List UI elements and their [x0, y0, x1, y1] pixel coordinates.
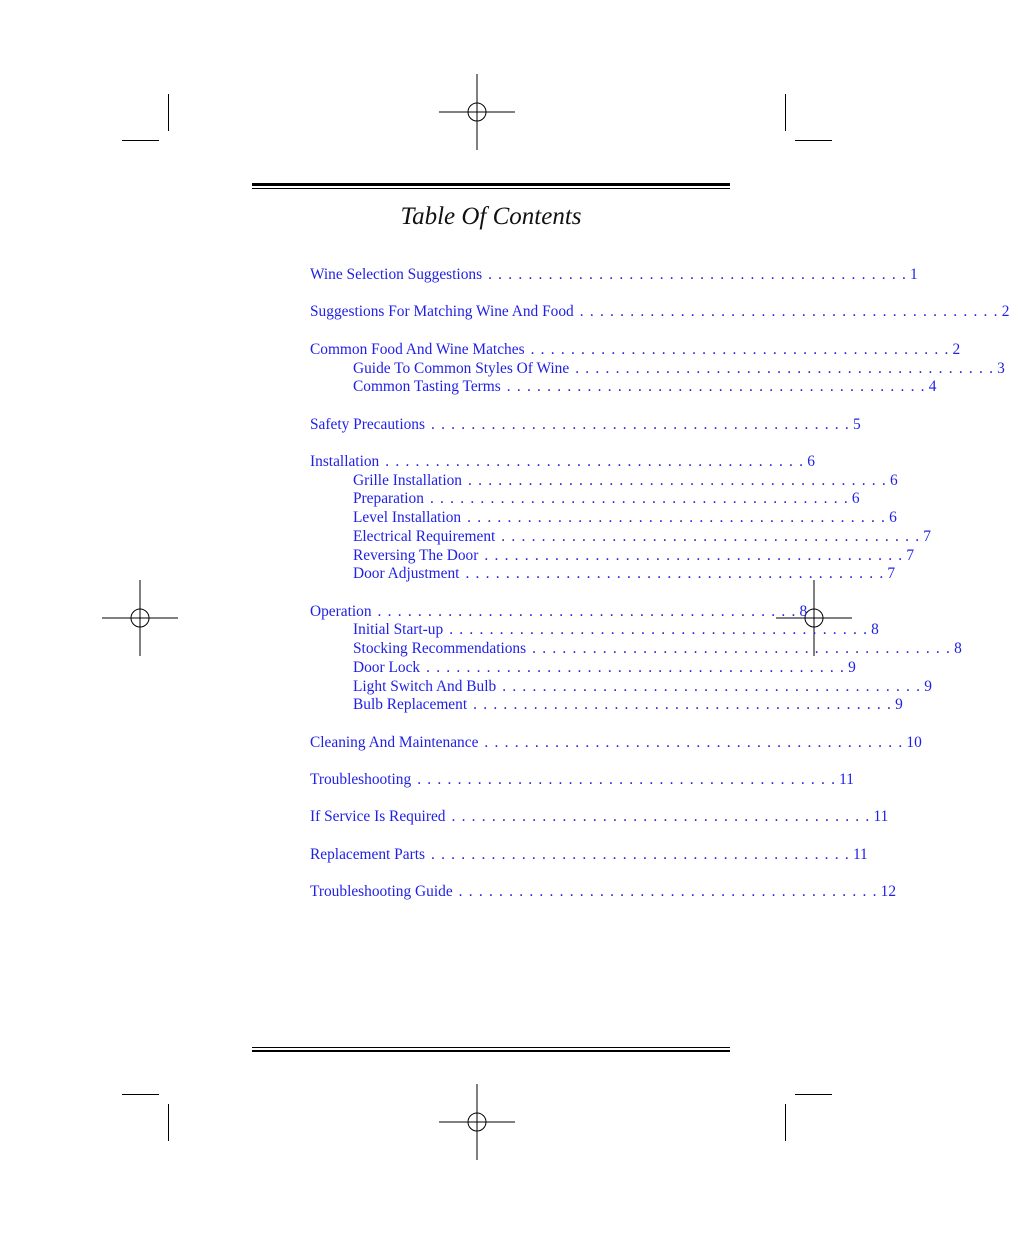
toc-entry-label: Initial Start-up	[353, 621, 444, 638]
toc-entry-label: Bulb Replacement	[353, 696, 468, 713]
toc-entry-page: 6	[889, 472, 898, 489]
toc-entry-installation[interactable]	[310, 453, 815, 473]
crop-mark-tl-vertical	[168, 94, 169, 131]
crop-mark-tr-horizontal	[795, 140, 832, 141]
crop-mark-bl-vertical	[168, 1104, 169, 1141]
toc-entry-label: If Service Is Required	[310, 808, 446, 825]
toc-entry-label: Electrical Requirement	[353, 528, 496, 545]
toc-entry-label: Installation	[310, 453, 380, 470]
leader-dots: . . . . . . . . . . . . . . . . . . . . . . . . . . . . . . . . . . . . . . . . . .	[449, 621, 869, 638]
toc-entry-operation[interactable]	[310, 603, 808, 623]
footer-rule-thick	[252, 1050, 730, 1052]
header-rule-thin	[252, 188, 730, 189]
toc-entry-page: 6	[889, 509, 897, 526]
leader-dots: . . . . . . . . . . . . . . . . . . . . . . . . . . . . . . . . . . . . . . . . . .	[465, 565, 885, 582]
toc-entry-page: 11	[852, 846, 868, 863]
toc-entry-preparation[interactable]	[353, 490, 860, 510]
leader-dots: . . . . . . . . . . . . . . . . . . . . . . . . . . . . . . . . . . . . . . . . . .	[377, 603, 797, 620]
registration-target-top-icon	[439, 74, 515, 150]
toc-entry-label: Grille Installation	[353, 472, 462, 489]
toc-entry-label: Preparation	[353, 490, 424, 507]
crop-mark-tl-horizontal	[122, 140, 159, 141]
toc-entry-bulb-replacement[interactable]	[353, 696, 903, 716]
toc-entry-page: 7	[906, 547, 915, 564]
toc-entry-page: 11	[873, 808, 889, 825]
header-rule-thick	[252, 183, 730, 186]
toc-entry-page: 8	[799, 603, 808, 620]
leader-dots: . . . . . . . . . . . . . . . . . . . . . . . . . . . . . . . . . . . . . . . . . .	[430, 416, 850, 433]
leader-dots: . . . . . . . . . . . . . . . . . . . . . . . . . . . . . . . . . . . . . . . . . .	[473, 696, 893, 713]
leader-dots: . . . . . . . . . . . . . . . . . . . . . . . . . . . . . . . . . . . . . . . . . .	[417, 771, 837, 788]
toc-entry-label: Reversing The Door	[353, 547, 479, 564]
leader-dots: . . . . . . . . . . . . . . . . . . . . . . . . . . . . . . . . . . . . . . . . . .	[430, 846, 850, 863]
toc-entry-label: Stocking Recommendations	[353, 640, 527, 657]
toc-entry-page: 6	[851, 490, 860, 507]
leader-dots: . . . . . . . . . . . . . . . . . . . . . . . . . . . . . . . . . . . . . . . . . .	[575, 360, 995, 377]
toc-entry-page: 4	[928, 378, 937, 395]
leader-dots: . . . . . . . . . . . . . . . . . . . . . . . . . . . . . . . . . . . . . . . . . .	[502, 678, 922, 695]
leader-dots: . . . . . . . . . . . . . . . . . . . . . . . . . . . . . . . . . . . . . . . . . .	[458, 883, 878, 900]
toc-entry-label: Door Adjustment	[353, 565, 460, 582]
toc-entry-tasting-terms[interactable]	[353, 378, 937, 398]
leader-dots: . . . . . . . . . . . . . . . . . . . . . . . . . . . . . . . . . . . . . . . . . .	[506, 378, 926, 395]
toc-entry-page: 8	[871, 621, 879, 638]
toc-entry-label: Replacement Parts	[310, 846, 425, 863]
toc-entry-label: Operation	[310, 603, 372, 620]
toc-entry-page: 3	[997, 360, 1005, 377]
toc-entry-styles-of-wine[interactable]	[353, 360, 1005, 380]
toc-entry-page: 7	[887, 565, 896, 582]
toc-entry-label: Troubleshooting Guide	[310, 883, 453, 900]
toc-entry-page: 2	[952, 341, 961, 358]
toc-entry-page: 8	[954, 640, 962, 657]
toc-entry-page: 12	[880, 883, 897, 900]
toc-entry-label: Level Installation	[353, 509, 462, 526]
crop-mark-br-horizontal	[795, 1094, 832, 1095]
toc-entry-reversing-door[interactable]	[353, 547, 915, 567]
toc-entry-level-installation[interactable]	[353, 509, 897, 529]
toc-entry-grille-installation[interactable]	[353, 472, 898, 492]
toc-entry-service-required[interactable]	[310, 808, 889, 828]
leader-dots: . . . . . . . . . . . . . . . . . . . . . . . . . . . . . . . . . . . . . . . . . .	[501, 528, 921, 545]
footer-rule-thin	[252, 1047, 730, 1048]
toc-entry-page: 9	[924, 678, 932, 695]
leader-dots: . . . . . . . . . . . . . . . . . . . . . . . . . . . . . . . . . . . . . . . . . .	[385, 453, 805, 470]
leader-dots: . . . . . . . . . . . . . . . . . . . . . . . . . . . . . . . . . . . . . . . . . .	[532, 640, 952, 657]
crop-mark-tr-vertical	[785, 94, 786, 131]
toc-entry-replacement-parts[interactable]	[310, 846, 868, 866]
leader-dots: . . . . . . . . . . . . . . . . . . . . . . . . . . . . . . . . . . . . . . . . . .	[467, 509, 887, 526]
toc-entry-stocking-recommendations[interactable]	[353, 640, 962, 660]
toc-entry-matching-wine-food[interactable]	[310, 303, 1009, 323]
toc-entry-page: 11	[839, 771, 854, 788]
toc-entry-page: 10	[906, 734, 922, 751]
leader-dots: . . . . . . . . . . . . . . . . . . . . . . . . . . . . . . . . . . . . . . . . . .	[579, 303, 999, 320]
leader-dots: . . . . . . . . . . . . . . . . . . . . . . . . . . . . . . . . . . . . . . . . . .	[451, 808, 871, 825]
toc-entry-page: 9	[848, 659, 856, 676]
registration-target-left-icon	[102, 580, 178, 656]
toc-entry-page: 2	[1001, 303, 1009, 320]
toc-entry-cleaning-maintenance[interactable]	[310, 734, 922, 754]
toc-entry-electrical-requirement[interactable]	[353, 528, 931, 548]
toc-entry-label: Common Tasting Terms	[353, 378, 501, 395]
crop-mark-br-vertical	[785, 1104, 786, 1141]
page-title: Table Of Contents	[400, 203, 582, 230]
toc-entry-label: Troubleshooting	[310, 771, 412, 788]
toc-entry-door-adjustment[interactable]	[353, 565, 896, 585]
toc-entry-label: Cleaning And Maintenance	[310, 734, 479, 751]
toc-entry-safety-precautions[interactable]	[310, 416, 861, 436]
toc-entry-troubleshooting-guide[interactable]	[310, 883, 897, 903]
toc-entry-page: 1	[910, 266, 918, 283]
toc-entry-page: 6	[807, 453, 815, 470]
toc-entry-label: Suggestions For Matching Wine And Food	[310, 303, 574, 320]
toc-entry-troubleshooting[interactable]	[310, 771, 854, 791]
toc-entry-label: Door Lock	[353, 659, 421, 676]
toc-entry-label: Light Switch And Bulb	[353, 678, 497, 695]
leader-dots: . . . . . . . . . . . . . . . . . . . . . . . . . . . . . . . . . . . . . . . . . .	[484, 547, 904, 564]
toc-entry-page: 5	[852, 416, 861, 433]
toc-entry-label: Common Food And Wine Matches	[310, 341, 525, 358]
leader-dots: . . . . . . . . . . . . . . . . . . . . . . . . . . . . . . . . . . . . . . . . . .	[530, 341, 950, 358]
toc-entry-label: Wine Selection Suggestions	[310, 266, 483, 283]
toc-entry-label: Safety Precautions	[310, 416, 425, 433]
leader-dots: . . . . . . . . . . . . . . . . . . . . . . . . . . . . . . . . . . . . . . . . . .	[426, 659, 846, 676]
toc-entry-wine-selection[interactable]	[310, 266, 918, 286]
toc-entry-light-switch-bulb[interactable]	[353, 678, 932, 698]
toc-entry-page: 9	[895, 696, 903, 713]
toc-entry-page: 7	[923, 528, 931, 545]
toc-entry-initial-startup[interactable]	[353, 621, 879, 641]
leader-dots: . . . . . . . . . . . . . . . . . . . . . . . . . . . . . . . . . . . . . . . . . .	[484, 734, 904, 751]
leader-dots: . . . . . . . . . . . . . . . . . . . . . . . . . . . . . . . . . . . . . . . . . .	[468, 472, 887, 489]
registration-target-bottom-icon	[439, 1084, 515, 1160]
leader-dots: . . . . . . . . . . . . . . . . . . . . . . . . . . . . . . . . . . . . . . . . . .	[429, 490, 849, 507]
toc-entry-common-food-wine[interactable]	[310, 341, 961, 361]
crop-mark-bl-horizontal	[122, 1094, 159, 1095]
leader-dots: . . . . . . . . . . . . . . . . . . . . . . . . . . . . . . . . . . . . . . . . . .	[488, 266, 908, 283]
toc-entry-label: Guide To Common Styles Of Wine	[353, 360, 570, 377]
toc-entry-door-lock[interactable]	[353, 659, 856, 679]
